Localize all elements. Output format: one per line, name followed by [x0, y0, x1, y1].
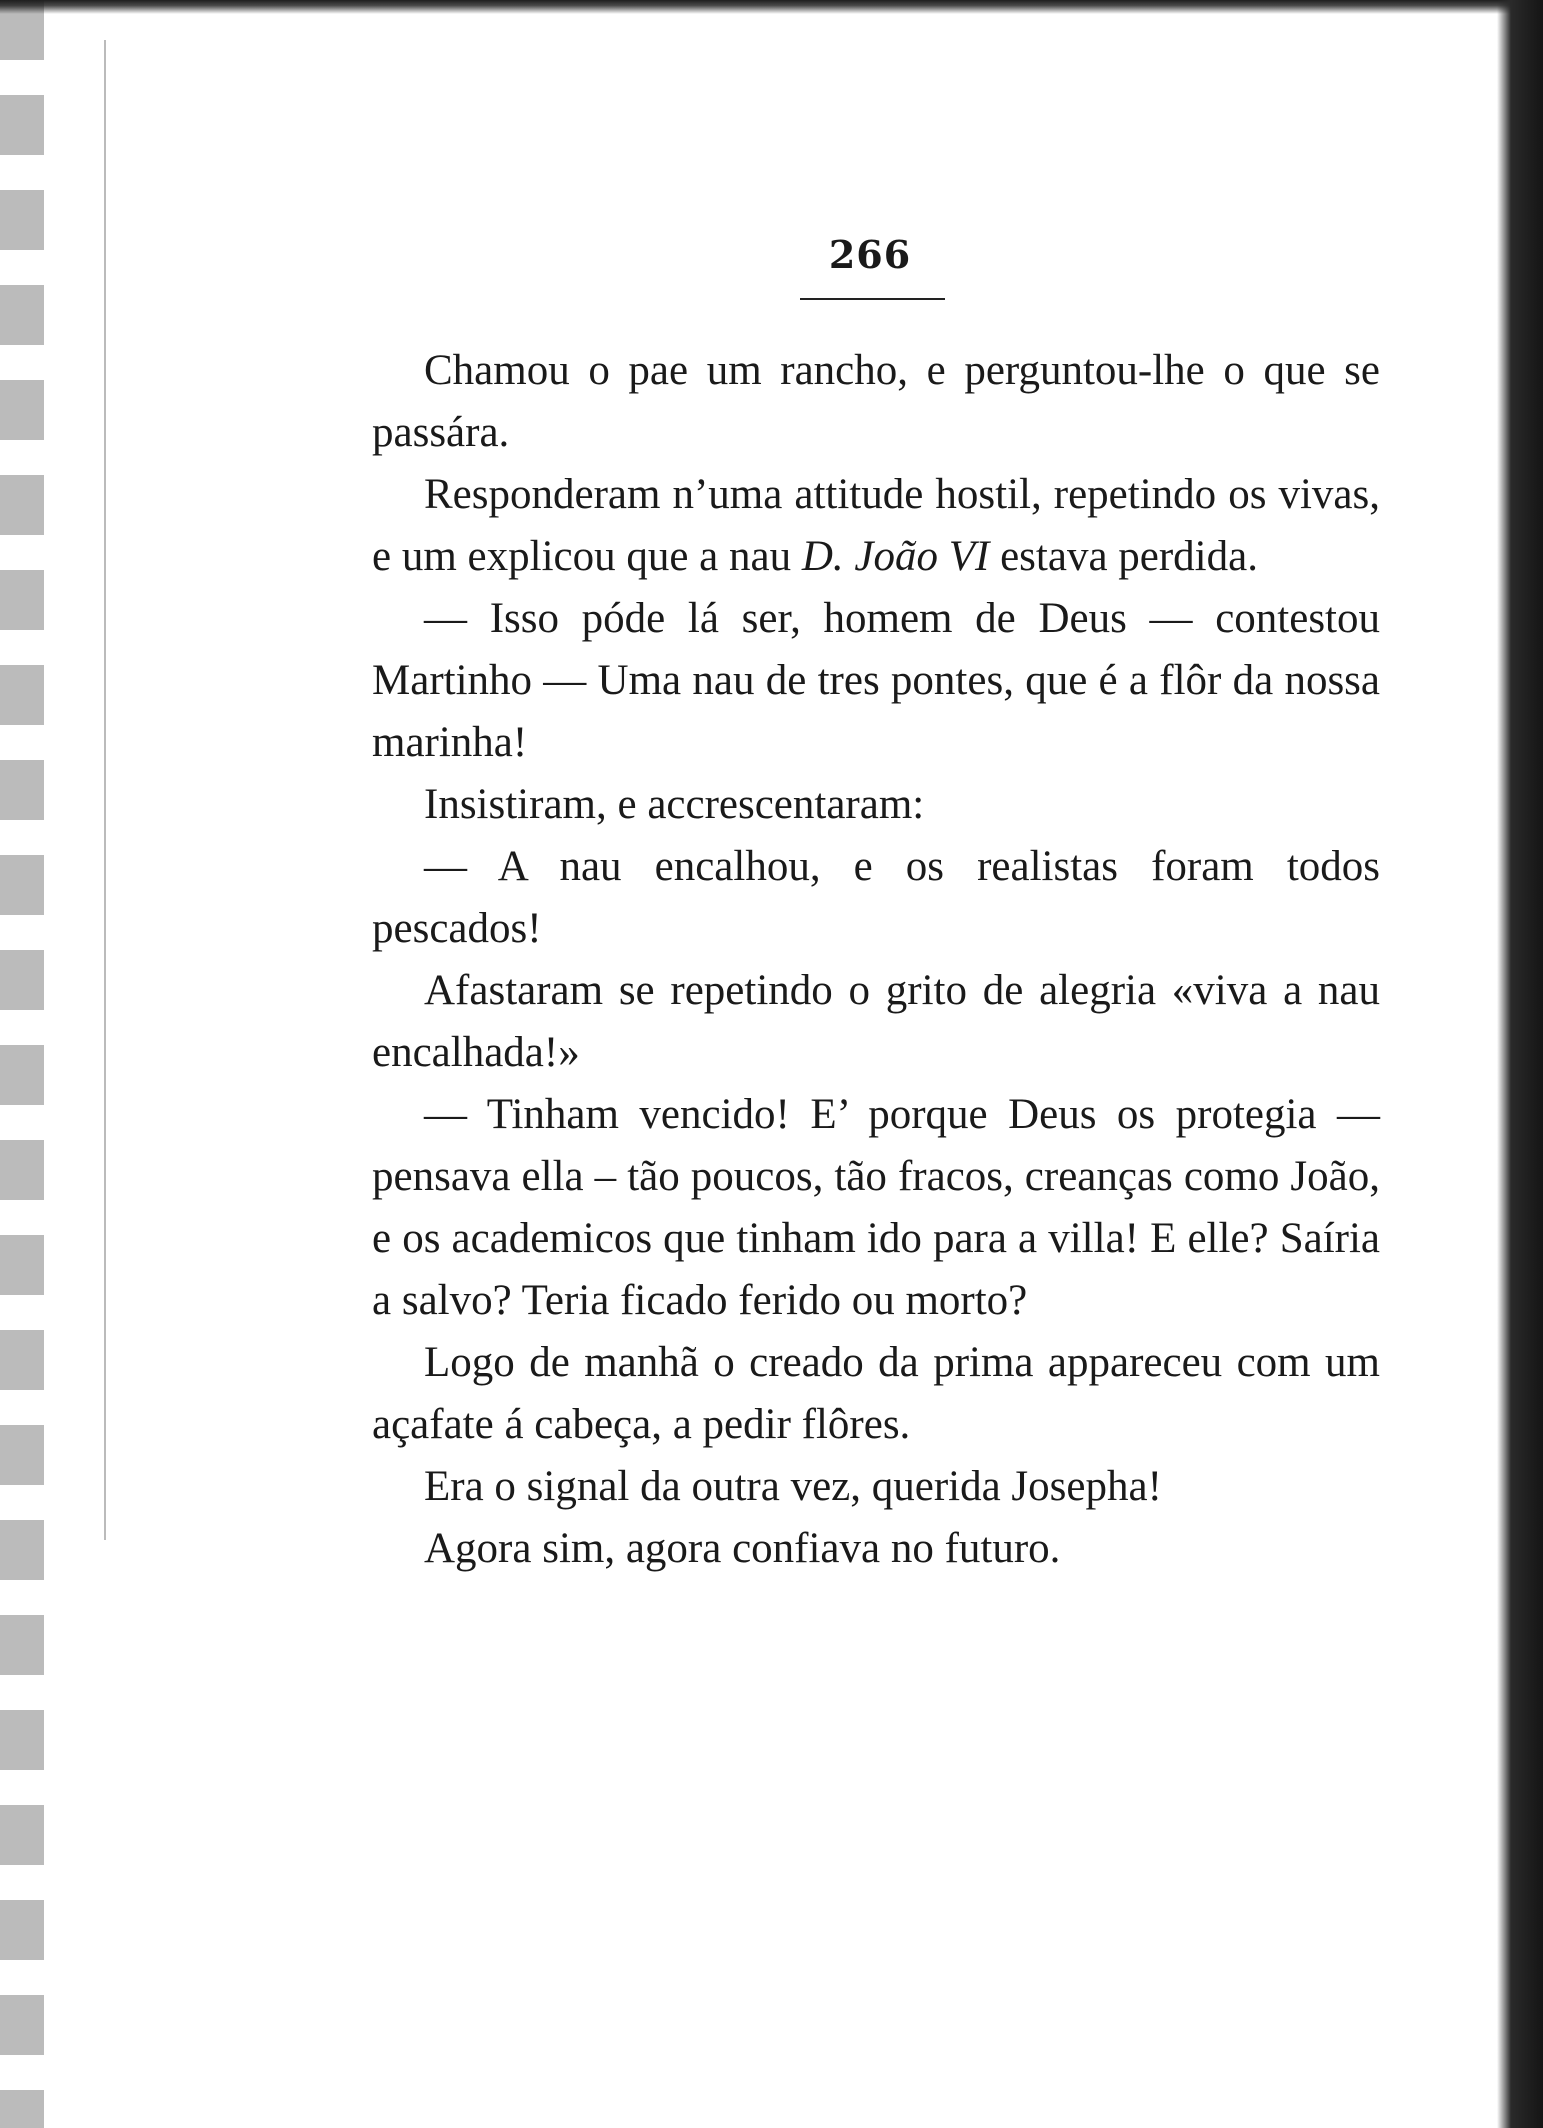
paragraph [372, 464, 1380, 588]
paragraph: Agora sim, agora confiava no futuro. [424, 1525, 1061, 1572]
paragraph-text: estava perdida. [989, 533, 1258, 580]
paragraph: — A nau encalhou, e os realistas foram todos pescados! [372, 843, 1380, 952]
paragraph-text: Responderam n’uma attitude hostil, repetindo os vivas, e um explicou que a nau [372, 471, 1380, 580]
scan-left-fold [104, 40, 106, 1540]
paragraph: — Tinham vencido! E’ porque Deus os protegia — pensava ella – tão poucos, tão fracos, creanças como João, e os academicos que tinham ido para a villa! E elle? Saíria a salvo? Teria ficado ferido ou morto? [372, 1091, 1380, 1324]
paragraph: Chamou o pae um rancho, e perguntou-lhe o que se passára. [372, 347, 1380, 456]
scan-left-edge [0, 0, 44, 2128]
scan-right-edge [1497, 0, 1543, 2128]
header-rule [800, 298, 945, 300]
scan-top-edge [0, 0, 1543, 14]
paragraph: Era o signal da outra vez, querida Josepha! [424, 1463, 1162, 1510]
paragraph: Insistiram, e accrescentaram: [424, 781, 925, 828]
ship-name: D. João VI [801, 533, 990, 580]
paragraph: — Isso póde lá ser, homem de Deus — contestou Martinho — Uma nau de tres pontes, que é a flôr da nossa marinha! [372, 595, 1380, 766]
body-text [372, 340, 1380, 1580]
page-number: 266 [828, 232, 912, 277]
paragraph: Logo de manhã o creado da prima appareceu com um açafate á cabeça, a pedir flôres. [372, 1339, 1380, 1448]
paragraph: Afastaram se repetindo o grito de alegria «viva a nau encalhada!» [372, 967, 1380, 1076]
